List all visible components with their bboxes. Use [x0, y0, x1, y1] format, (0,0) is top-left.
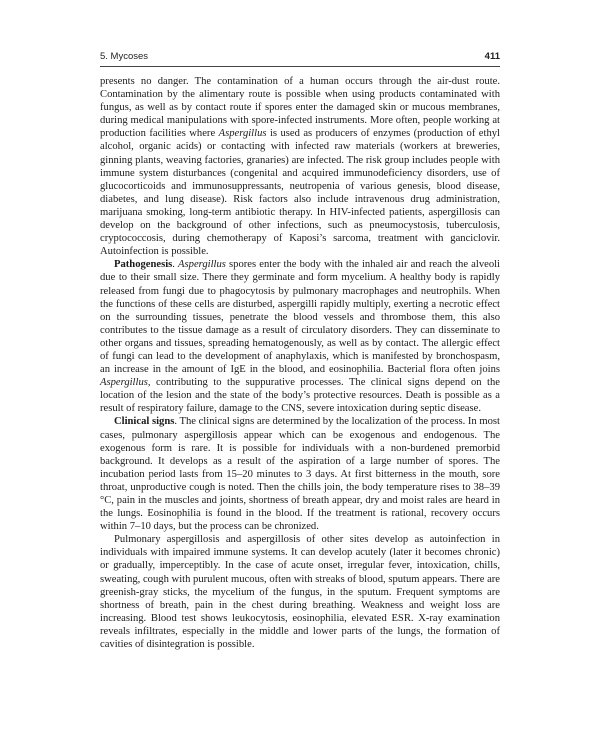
running-header: [100, 51, 500, 67]
body-text: [100, 75, 500, 651]
text-run: presents no danger. The contamination of a human occurs through the air-dust route. Contamination by the alimentary route is possible when using products contaminated with fungus, as well as by contact route if spores enter the damaged skin or mucous membranes, during medical manipulations with spore-infected instruments. More often, people working at production facilities where: [100, 76, 500, 140]
section-heading: Pathogenesis: [114, 259, 173, 271]
paragraph: [100, 258, 500, 415]
text-run: Pulmonary aspergillosis and aspergillosis of other sites develop as autoinfection in individuals with impaired immune systems. It can develop acutely (later it becomes chronic) or gradually, imperceptibly. In the case of acute onset, irregular fever, intoxication, chills, sweating, cough with purulent mucous, often with streaks of blood, sputum appears. There are greenish-gray sticks, the mycelium of the fungus, in the sputum. Frequent symptoms are shortness of breath, pain in the chest during breathing. Weakness and weight loss are increasing. Blood test shows leukocytosis, eosinophilia, elevated ESR. X-ray examination reveals infiltrates, especially in the middle and lower parts of the lungs, the formation of cavities of disintegration is possible.: [100, 534, 500, 651]
paragraph: [100, 533, 500, 651]
italic-term: Aspergillus: [100, 377, 148, 389]
italic-term: Aspergillus: [218, 128, 267, 140]
header-rule: [100, 66, 500, 67]
paragraph: [100, 75, 500, 258]
section-heading: Clinical signs: [114, 416, 175, 428]
page-number: 411: [484, 51, 500, 62]
italic-term: Aspergillus: [178, 259, 226, 271]
chapter-title: 5. Mycoses: [100, 51, 149, 62]
text-run: spores enter the body with the inhaled air and reach the alveoli due to their small size. There they germinate and form mycelium. A healthy body is rapidly released from fungi due to phagocytosis by pulmonary macrophages and neutrophils. When the functions of these cells are disturbed, aspergilli rapidly multiply, exerting a necrotic effect on the surrounding tissues, penetrate the blood vessels and thrombose them, this also contributes to the tissue damage as a result of circulatory disorders. They can disseminate to other organs and tissues, spreading hematogenously, as well as by contact. The allergic effect of fungi can lead to the development of anaphylaxis, which is manifested by bronchospasm, an increase in the amount of IgE in the blood, and eosinophilia. Bacterial flora often joins: [100, 259, 500, 376]
text-run: , contributing to the suppurative processes. The clinical signs depend on the location of the lesion and the state of the body’s protective resources. Death is possible as a result of respiratory failure, damage to the CNS, severe intoxication during septic disease.: [100, 377, 500, 415]
text-run: .: [172, 259, 179, 271]
paragraph: [100, 415, 500, 533]
text-run: is used as producers of enzymes (production of ethyl alcohol, organic acids) or contacting with infected raw materials (workers at breweries, ginning plants, weaving factories, granaries) are infected. The risk group includes people with immune system disturbances (congenital and acquired immunodeficiency disorders, use of glucocorticoids and immunosuppressants, neutropenia of various genesis, blood disease, diabetes, and lung disease). Risk factors also include intravenous drug administration, marijuana smoking, long-term antibiotic therapy. In HIV-infected patients, aspergillosis can develop on the background of other infections, such as pneumocystosis, tuberculosis, cryptococcosis, during chemotherapy of Kaposi’s sarcoma, treatment with ganciclovir. Autoinfection is possible.: [100, 128, 500, 258]
text-run: . The clinical signs are determined by the localization of the process. In most cases, pulmonary aspergillosis appear which can be exogenous and endogenous. The exogenous form is rare. It is possible for individuals with a non-burdened premorbid background. It develops as a result of the aspiration of a large number of spores. The incubation period lasts from 15–20 minutes to 3 days. At first bitterness in the mouth, sore throat, unproductive cough is noted. Then the chills join, the body temperature rises to 38–39 °C, pain in the muscles and joints, shortness of breath appear, dry and moist rales are heard in the lungs. Eosinophilia is found in the blood. If the treatment is rational, recovery occurs within 7–10 days, but the process can be chronized.: [100, 416, 500, 533]
